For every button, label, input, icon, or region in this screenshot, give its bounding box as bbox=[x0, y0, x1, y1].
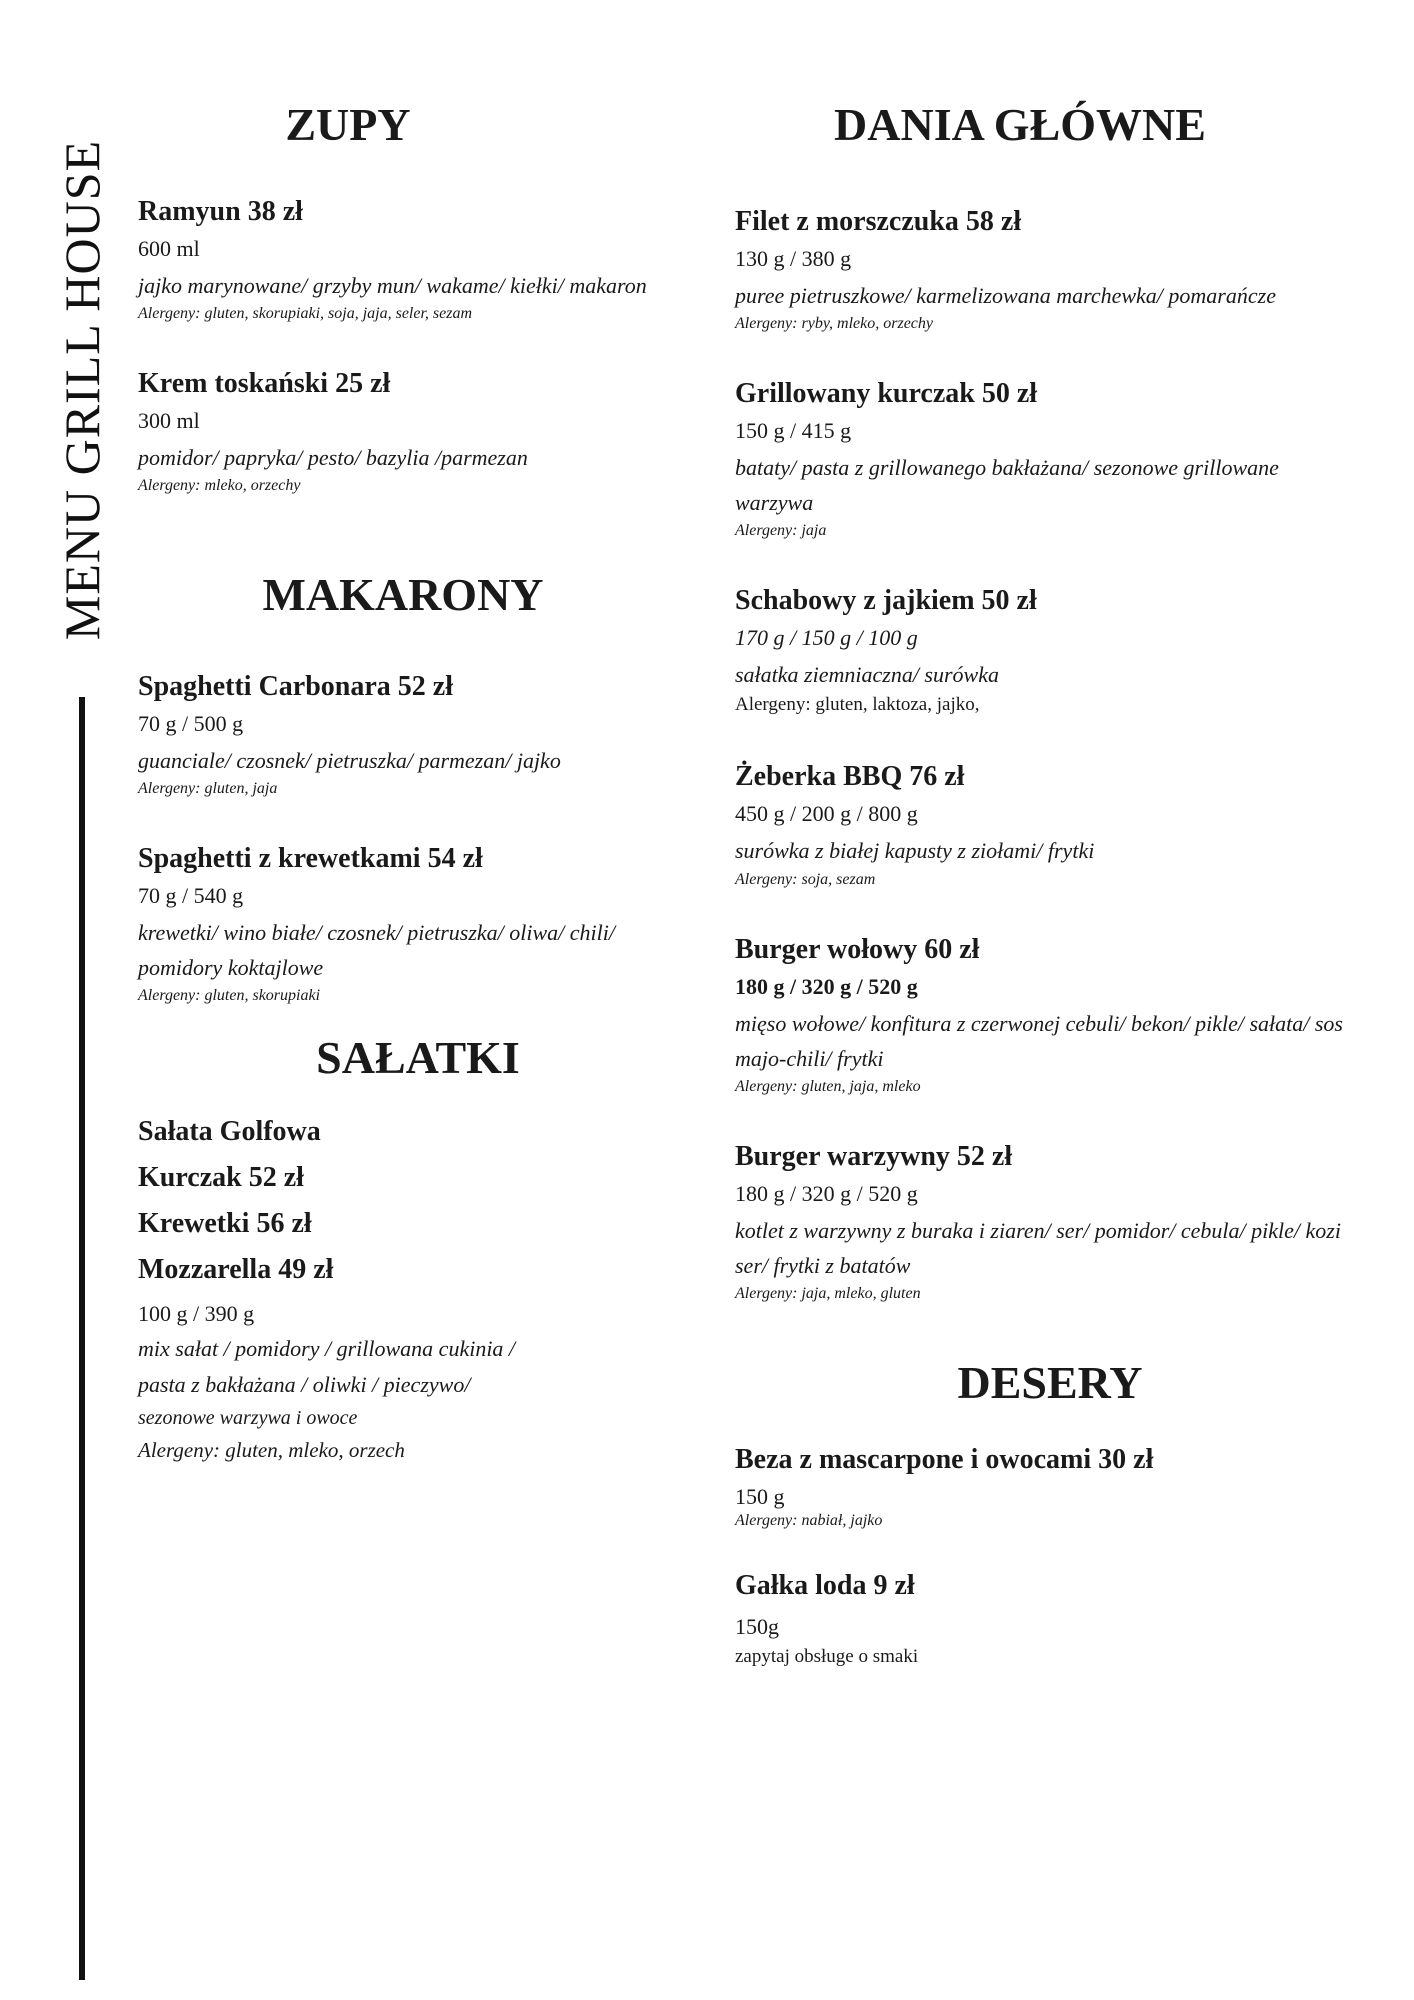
section-title-dania-glowne: DANIA GŁÓWNE bbox=[834, 99, 1206, 150]
item-allergens: Alergeny: gluten, mleko, orzech bbox=[138, 1437, 405, 1462]
item-allergens: Alergeny: mleko, orzechy bbox=[138, 476, 301, 494]
menu-item bbox=[735, 378, 1365, 540]
item-name: Spaghetti Carbonara 52 zł bbox=[138, 670, 453, 702]
item-size: 70 g / 540 g bbox=[138, 882, 244, 908]
item-description: guanciale/ czosnek/ pietruszka/ parmezan/ jajko bbox=[138, 747, 561, 773]
section-title-makarony: MAKARONY bbox=[262, 568, 544, 620]
item-description: surówka z białej kapusty z ziołami/ frytki bbox=[735, 838, 1095, 864]
item-size: 150 g / 415 g bbox=[735, 417, 852, 443]
item-size: 70 g / 500 g bbox=[138, 710, 244, 736]
menu-side-title bbox=[52, 110, 112, 670]
item-note: zapytaj obsługe o smaki bbox=[735, 1645, 919, 1667]
item-allergens: Alergeny: gluten, jaja bbox=[138, 779, 278, 797]
item-description: kotlet z warzywny z buraka i ziaren/ ser/ pomidor/ cebula/ pikle/ kozi ser/ frytki z batatów bbox=[735, 1217, 1341, 1279]
item-size: 150 g bbox=[735, 1483, 785, 1509]
menu-item bbox=[138, 671, 698, 798]
item-allergens: Alergeny: jaja bbox=[735, 522, 827, 540]
item-name: Grillowany kurczak 50 zł bbox=[735, 377, 1038, 409]
item-size: 600 ml bbox=[138, 235, 200, 261]
item-allergens: Alergeny: nabiał, jajko bbox=[735, 1511, 883, 1529]
item-size: 300 ml bbox=[138, 407, 200, 433]
item-name: Burger warzywny 52 zł bbox=[735, 1140, 1013, 1172]
item-size: 100 g / 390 g bbox=[138, 1301, 255, 1327]
item-name: Mozzarella 49 zł bbox=[138, 1254, 334, 1286]
menu-item bbox=[138, 196, 698, 323]
item-allergens: Alergeny: gluten, skorupiaki, soja, jaja, seler, sezam bbox=[138, 304, 473, 322]
item-name: Filet z morszczuka 58 zł bbox=[735, 205, 1022, 237]
item-name: Schabowy z jajkiem 50 zł bbox=[735, 585, 1037, 617]
item-size: 450 g / 200 g / 800 g bbox=[735, 801, 918, 827]
section-title-zupy: ZUPY bbox=[285, 99, 411, 150]
item-name: Żeberka BBQ 76 zł bbox=[735, 761, 965, 793]
item-description: mięso wołowe/ konfitura z czerwonej cebuli/ bekon/ pikle/ sałata/ sos majo-chili/ frytki bbox=[735, 1010, 1343, 1071]
item-name: Kurczak 52 zł bbox=[138, 1161, 304, 1193]
item-allergens: Alergeny: gluten, jaja, mleko bbox=[735, 1077, 921, 1095]
menu-item bbox=[735, 934, 1365, 1096]
item-size: 170 g / 150 g / 100 g bbox=[735, 625, 918, 651]
menu-item bbox=[138, 368, 698, 495]
item-size: 130 g / 380 g bbox=[735, 245, 852, 271]
item-description: pasta z bakłażana / oliwki / pieczywo/ bbox=[138, 1371, 471, 1397]
item-description: puree pietruszkowe/ karmelizowana marchewka/ pomarańcze bbox=[735, 282, 1276, 308]
item-name: Beza z mascarpone i owocami 30 zł bbox=[735, 1443, 1154, 1475]
item-description: jajko marynowane/ grzyby mun/ wakame/ kiełki/ makaron bbox=[138, 272, 647, 298]
item-description: krewetki/ wino białe/ czosnek/ pietruszka/ oliwa/ chili/ pomidory koktajlowe bbox=[138, 919, 616, 980]
item-description: bataty/ pasta z grillowanego bakłażana/ sezonowe grillowane warzywa bbox=[735, 454, 1279, 515]
item-size: 150g bbox=[735, 1613, 779, 1639]
item-allergens: Alergeny: gluten, skorupiaki bbox=[138, 987, 321, 1005]
item-allergens: Alergeny: jaja, mleko, gluten bbox=[735, 1285, 921, 1303]
item-allergens: Alergeny: gluten, laktoza, jajko, bbox=[735, 694, 980, 716]
item-description: mix sałat / pomidory / grillowana cukinia / bbox=[138, 1336, 516, 1362]
item-name: Spaghetti z krewetkami 54 zł bbox=[138, 842, 483, 874]
menu-item bbox=[735, 1141, 1365, 1303]
menu-item bbox=[138, 1109, 698, 1468]
menu-item bbox=[138, 843, 698, 1005]
item-name: Burger wołowy 60 zł bbox=[735, 933, 980, 965]
item-name: Krewetki 56 zł bbox=[138, 1208, 312, 1240]
menu-title-text: MENU GRILL HOUSE bbox=[54, 139, 110, 641]
section-title-salatki: SAŁATKI bbox=[316, 1032, 520, 1084]
item-description: pomidor/ papryka/ pesto/ bazylia /parmezan bbox=[138, 444, 528, 470]
item-name: Krem toskański 25 zł bbox=[138, 367, 391, 399]
item-allergens: Alergeny: ryby, mleko, orzechy bbox=[735, 314, 933, 332]
vertical-divider bbox=[79, 697, 85, 1980]
item-name: Sałata Golfowa bbox=[138, 1115, 321, 1147]
item-description: sałatka ziemniaczna/ surówka bbox=[735, 662, 999, 688]
item-name: Gałka loda 9 zł bbox=[735, 1569, 915, 1601]
item-name: Ramyun 38 zł bbox=[138, 195, 303, 227]
menu-item bbox=[735, 1570, 1365, 1668]
menu-item bbox=[735, 206, 1365, 333]
menu-item bbox=[735, 761, 1365, 888]
right-column bbox=[735, 100, 1365, 1668]
section-title-desery: DESERY bbox=[957, 1357, 1143, 1409]
item-description: sezonowe warzywa i owoce bbox=[138, 1406, 358, 1429]
left-column bbox=[138, 100, 698, 1467]
menu-item bbox=[735, 585, 1365, 716]
menu-item bbox=[735, 1444, 1365, 1530]
item-size: 180 g / 320 g / 520 g bbox=[735, 1180, 918, 1206]
item-allergens: Alergeny: soja, sezam bbox=[735, 870, 876, 888]
item-size: 180 g / 320 g / 520 g bbox=[735, 973, 918, 999]
